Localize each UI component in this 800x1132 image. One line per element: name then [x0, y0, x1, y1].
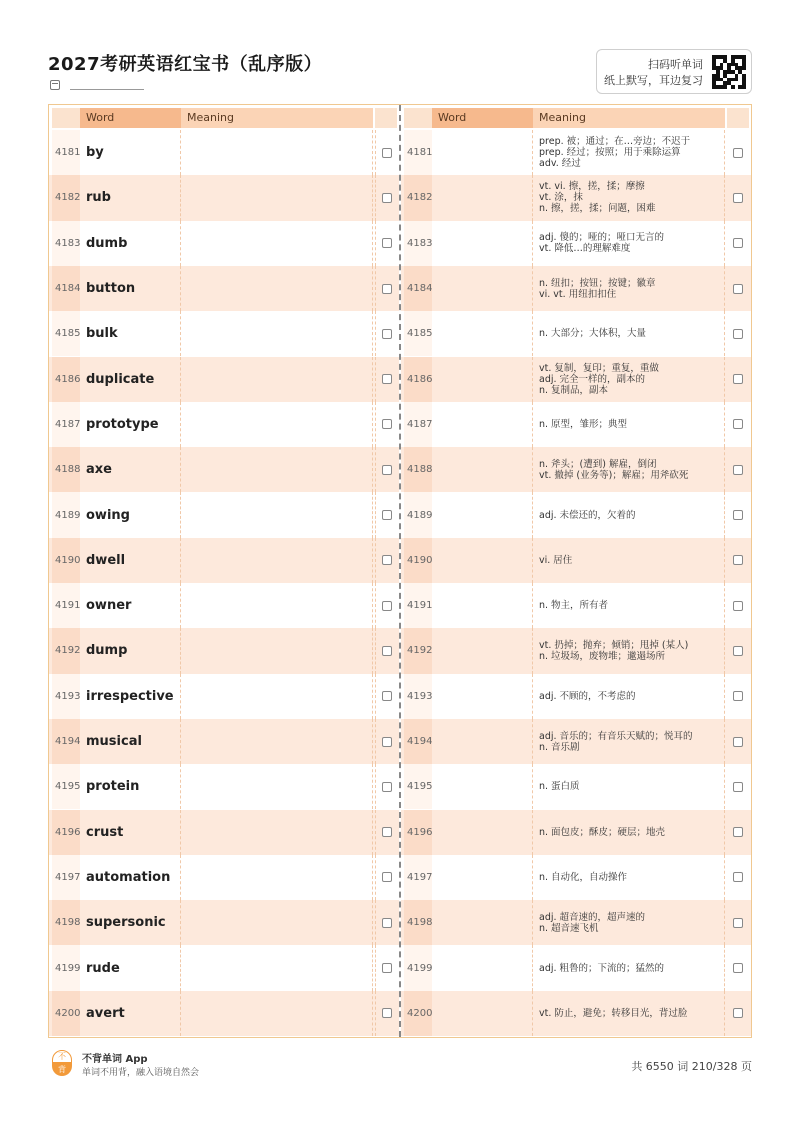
table-row [401, 583, 751, 628]
table-row [49, 538, 399, 583]
table-row [401, 357, 751, 402]
checkbox[interactable] [733, 646, 743, 656]
meaning-cell: n. 斧头；(遭到) 解雇，倒闭 vt. 撤掉 (业务等)；解雇；用斧砍死 [533, 447, 725, 492]
row-number: 4187 [52, 402, 80, 447]
meaning-cell [181, 945, 373, 990]
table-row [401, 175, 751, 220]
checkbox-cell [727, 357, 749, 402]
checkbox-cell [375, 447, 397, 492]
word-cell [432, 991, 533, 1036]
checkbox[interactable] [733, 374, 743, 384]
meaning-cell [181, 991, 373, 1036]
row-number: 4188 [52, 447, 80, 492]
checkbox-cell [375, 900, 397, 945]
checkbox[interactable] [733, 555, 743, 565]
date-blank-line [70, 80, 144, 90]
page-info: 共 6550 词 210/328 页 [631, 1060, 752, 1073]
checkbox-cell [727, 402, 749, 447]
word-cell [432, 945, 533, 990]
word-cell [432, 583, 533, 628]
row-number: 4194 [52, 719, 80, 764]
word-cell: button [80, 266, 181, 311]
table-row [49, 357, 399, 402]
word-cell: owner [80, 583, 181, 628]
checkbox-cell [375, 719, 397, 764]
checkbox-cell [375, 764, 397, 809]
checkbox-cell [375, 402, 397, 447]
checkbox[interactable] [382, 691, 392, 701]
word-cell [432, 628, 533, 673]
word-cell [432, 764, 533, 809]
row-number: 4183 [52, 221, 80, 266]
meaning-cell [181, 492, 373, 537]
table-row [49, 810, 399, 855]
word-cell [432, 402, 533, 447]
word-cell: bulk [80, 311, 181, 356]
checkbox[interactable] [382, 329, 392, 339]
word-cell: dumb [80, 221, 181, 266]
table-row [401, 810, 751, 855]
checkbox[interactable] [382, 646, 392, 656]
checkbox[interactable] [382, 872, 392, 882]
meaning-cell: n. 蛋白质 [533, 764, 725, 809]
checkbox-cell [375, 628, 397, 673]
checkbox-cell [727, 991, 749, 1036]
checkbox-cell [375, 674, 397, 719]
checkbox[interactable] [733, 148, 743, 158]
row-number: 4196 [52, 810, 80, 855]
row-number: 4184 [404, 266, 432, 311]
table-row [49, 900, 399, 945]
table-row [401, 719, 751, 764]
word-cell [432, 900, 533, 945]
calendar-icon [50, 80, 60, 90]
checkbox[interactable] [382, 419, 392, 429]
table-row [49, 130, 399, 175]
table-header [401, 108, 751, 128]
word-cell: crust [80, 810, 181, 855]
row-number: 4185 [52, 311, 80, 356]
checkbox-cell [375, 130, 397, 175]
word-cell [432, 130, 533, 175]
table-row [401, 628, 751, 673]
checkbox[interactable] [733, 1008, 743, 1018]
word-cell [432, 719, 533, 764]
row-number: 4192 [404, 628, 432, 673]
checkbox[interactable] [733, 193, 743, 203]
checkbox[interactable] [382, 465, 392, 475]
checkbox[interactable] [382, 193, 392, 203]
checkbox-cell [375, 945, 397, 990]
checkbox[interactable] [733, 465, 743, 475]
table-row [401, 221, 751, 266]
checkbox-cell [375, 357, 397, 402]
checkbox[interactable] [382, 601, 392, 611]
checkbox-cell [375, 538, 397, 583]
meaning-column-panel [401, 105, 751, 1037]
meaning-cell [181, 311, 373, 356]
row-number: 4181 [52, 130, 80, 175]
row-number: 4199 [404, 945, 432, 990]
row-number: 4200 [404, 991, 432, 1036]
app-slogan: 单词不用背，融入语境自然会 [82, 1068, 200, 1078]
meaning-cell: n. 面包皮；酥皮；硬层；地壳 [533, 810, 725, 855]
meaning-cell: adj. 音乐的；有音乐天赋的；悦耳的 n. 音乐剧 [533, 719, 725, 764]
table-row [49, 266, 399, 311]
row-number: 4181 [404, 130, 432, 175]
meaning-cell [181, 447, 373, 492]
table-row [401, 130, 751, 175]
checkbox[interactable] [733, 918, 743, 928]
checkbox-cell [727, 130, 749, 175]
meaning-cell: adj. 傻的；哑的；哑口无言的 vt. 降低…的理解难度 [533, 221, 725, 266]
word-cell: owing [80, 492, 181, 537]
meaning-cell [181, 628, 373, 673]
table-row [401, 855, 751, 900]
word-cell [432, 674, 533, 719]
row-number: 4188 [404, 447, 432, 492]
meaning-cell: adj. 未偿还的，欠着的 [533, 492, 725, 537]
checkbox[interactable] [382, 284, 392, 294]
checkbox[interactable] [382, 510, 392, 520]
meaning-cell: vt. 复制，复印；重复，重做 adj. 完全一样的，副本的 n. 复制品，副本 [533, 357, 725, 402]
checkbox-cell [727, 628, 749, 673]
table-row [401, 492, 751, 537]
word-cell [432, 538, 533, 583]
checkbox-cell [375, 855, 397, 900]
app-name: 不背单词 App [82, 1054, 148, 1065]
row-number: 4182 [404, 175, 432, 220]
meaning-cell: n. 自动化，自动操作 [533, 855, 725, 900]
row-number: 4193 [52, 674, 80, 719]
checkbox[interactable] [733, 238, 743, 248]
row-number: 4190 [52, 538, 80, 583]
meaning-cell: vt. 防止，避免；转移目光，背过脸 [533, 991, 725, 1036]
checkbox-cell [727, 583, 749, 628]
word-cell: supersonic [80, 900, 181, 945]
checkbox-cell [727, 674, 749, 719]
word-sheet [48, 104, 752, 1038]
meaning-cell [181, 583, 373, 628]
table-row [49, 492, 399, 537]
checkbox[interactable] [382, 555, 392, 565]
table-row [49, 221, 399, 266]
checkbox[interactable] [382, 148, 392, 158]
row-number: 4189 [404, 492, 432, 537]
row-number: 4194 [404, 719, 432, 764]
table-row [49, 674, 399, 719]
table-header [49, 108, 399, 128]
row-number: 4189 [52, 492, 80, 537]
checkbox-cell [727, 266, 749, 311]
checkbox-cell [727, 447, 749, 492]
word-cell [432, 855, 533, 900]
row-number: 4191 [404, 583, 432, 628]
checkbox[interactable] [382, 782, 392, 792]
word-cell [432, 492, 533, 537]
meaning-cell [181, 130, 373, 175]
table-row [401, 674, 751, 719]
checkbox-cell [727, 945, 749, 990]
row-number: 4196 [404, 810, 432, 855]
checkbox-cell [727, 538, 749, 583]
row-number: 4195 [52, 764, 80, 809]
table-row [49, 719, 399, 764]
checkbox[interactable] [733, 419, 743, 429]
app-logo-icon: 不 背 [52, 1050, 72, 1076]
checkbox-cell [375, 311, 397, 356]
checkbox[interactable] [382, 238, 392, 248]
checkbox-cell [375, 221, 397, 266]
word-column-panel [49, 105, 399, 1037]
row-number: 4187 [404, 402, 432, 447]
table-row [49, 991, 399, 1036]
meaning-cell [181, 266, 373, 311]
row-number: 4186 [52, 357, 80, 402]
checkbox-cell [375, 991, 397, 1036]
checkbox[interactable] [733, 963, 743, 973]
word-cell: musical [80, 719, 181, 764]
word-cell: dump [80, 628, 181, 673]
meaning-cell: vt. 扔掉；抛弃；倾销；甩掉 (某人) n. 垃圾场，废物堆；邋遢场所 [533, 628, 725, 673]
checkbox[interactable] [733, 329, 743, 339]
table-row [401, 447, 751, 492]
checkbox[interactable] [733, 691, 743, 701]
checkbox[interactable] [382, 1008, 392, 1018]
table-row [401, 538, 751, 583]
row-number: 4192 [52, 628, 80, 673]
checkbox-cell [727, 221, 749, 266]
word-cell: rude [80, 945, 181, 990]
checkbox[interactable] [382, 963, 392, 973]
table-row [401, 945, 751, 990]
table-row [401, 764, 751, 809]
checkbox-cell [727, 311, 749, 356]
table-row [401, 402, 751, 447]
meaning-cell [181, 357, 373, 402]
word-cell [432, 175, 533, 220]
row-number: 4199 [52, 945, 80, 990]
checkbox-cell [375, 492, 397, 537]
checkbox[interactable] [733, 737, 743, 747]
word-cell [432, 447, 533, 492]
meaning-cell [181, 221, 373, 266]
qr-line2: 纸上默写，耳边复习 [604, 74, 703, 87]
checkbox[interactable] [733, 782, 743, 792]
checkbox-cell [375, 583, 397, 628]
meaning-cell: adj. 不顾的，不考虑的 [533, 674, 725, 719]
word-cell [432, 311, 533, 356]
checkbox[interactable] [382, 737, 392, 747]
meaning-cell [181, 402, 373, 447]
qr-line1: 扫码听单词 [648, 58, 703, 71]
qr-code-icon[interactable] [712, 55, 746, 89]
meaning-cell: prep. 被；通过；在…旁边；不迟于 prep. 经过；按照；用于乘除运算 adv. 经过 [533, 130, 725, 175]
word-cell: by [80, 130, 181, 175]
meaning-cell [181, 855, 373, 900]
meaning-cell: vt. vi. 擦，搓，揉；摩擦 vt. 涂，抹 n. 擦，搓，揉；问题，困难 [533, 175, 725, 220]
checkbox-cell [727, 810, 749, 855]
checkbox-cell [375, 810, 397, 855]
meaning-cell [181, 538, 373, 583]
word-cell [432, 221, 533, 266]
meaning-cell: adj. 超音速的，超声速的 n. 超音速飞机 [533, 900, 725, 945]
word-cell: duplicate [80, 357, 181, 402]
word-cell: prototype [80, 402, 181, 447]
table-row [49, 945, 399, 990]
checkbox[interactable] [382, 827, 392, 837]
meaning-cell: adj. 粗鲁的；下流的；猛然的 [533, 945, 725, 990]
row-number: 4183 [404, 221, 432, 266]
checkbox[interactable] [733, 827, 743, 837]
meaning-cell [181, 810, 373, 855]
checkbox-cell [375, 175, 397, 220]
word-cell: axe [80, 447, 181, 492]
checkbox-cell [727, 764, 749, 809]
meaning-cell: n. 大部分；大体积，大量 [533, 311, 725, 356]
word-cell [432, 266, 533, 311]
checkbox[interactable] [733, 872, 743, 882]
word-cell: irrespective [80, 674, 181, 719]
word-cell: protein [80, 764, 181, 809]
checkbox-cell [727, 492, 749, 537]
table-row [49, 402, 399, 447]
checkbox-cell [375, 266, 397, 311]
date-field [50, 80, 144, 90]
meaning-cell [181, 175, 373, 220]
row-number: 4185 [404, 311, 432, 356]
table-row [49, 447, 399, 492]
header-meaning: Meaning [533, 108, 725, 128]
checkbox[interactable] [382, 918, 392, 928]
checkbox-cell [727, 900, 749, 945]
checkbox[interactable] [382, 374, 392, 384]
word-cell [432, 810, 533, 855]
page-title: 2027考研英语红宝书（乱序版） [48, 54, 323, 75]
header-word: Word [432, 108, 533, 128]
word-cell: automation [80, 855, 181, 900]
row-number: 4190 [404, 538, 432, 583]
row-number: 4198 [404, 900, 432, 945]
checkbox-cell [727, 719, 749, 764]
word-cell: dwell [80, 538, 181, 583]
header-meaning: Meaning [181, 108, 373, 128]
header-word: Word [80, 108, 181, 128]
row-number: 4182 [52, 175, 80, 220]
checkbox[interactable] [733, 284, 743, 294]
row-number: 4198 [52, 900, 80, 945]
word-cell: rub [80, 175, 181, 220]
table-row [49, 311, 399, 356]
table-row [49, 628, 399, 673]
row-number: 4200 [52, 991, 80, 1036]
row-number: 4195 [404, 764, 432, 809]
table-row [49, 855, 399, 900]
row-number: 4197 [52, 855, 80, 900]
qr-panel [596, 49, 752, 94]
table-row [401, 991, 751, 1036]
word-cell [432, 357, 533, 402]
meaning-cell [181, 674, 373, 719]
row-number: 4197 [404, 855, 432, 900]
meaning-cell: n. 原型，雏形；典型 [533, 402, 725, 447]
word-cell: avert [80, 991, 181, 1036]
table-row [49, 583, 399, 628]
row-number: 4191 [52, 583, 80, 628]
table-row [49, 764, 399, 809]
meaning-cell [181, 764, 373, 809]
meaning-cell [181, 900, 373, 945]
table-row [49, 175, 399, 220]
table-row [401, 266, 751, 311]
row-number: 4184 [52, 266, 80, 311]
checkbox-cell [727, 175, 749, 220]
row-number: 4193 [404, 674, 432, 719]
meaning-cell: vi. 居住 [533, 538, 725, 583]
table-row [401, 311, 751, 356]
meaning-cell [181, 719, 373, 764]
checkbox-cell [727, 855, 749, 900]
checkbox[interactable] [733, 601, 743, 611]
meaning-cell: n. 纽扣；按钮；按键；徽章 vi. vt. 用纽扣扣住 [533, 266, 725, 311]
meaning-cell: n. 物主，所有者 [533, 583, 725, 628]
row-number: 4186 [404, 357, 432, 402]
table-row [401, 900, 751, 945]
checkbox[interactable] [733, 510, 743, 520]
